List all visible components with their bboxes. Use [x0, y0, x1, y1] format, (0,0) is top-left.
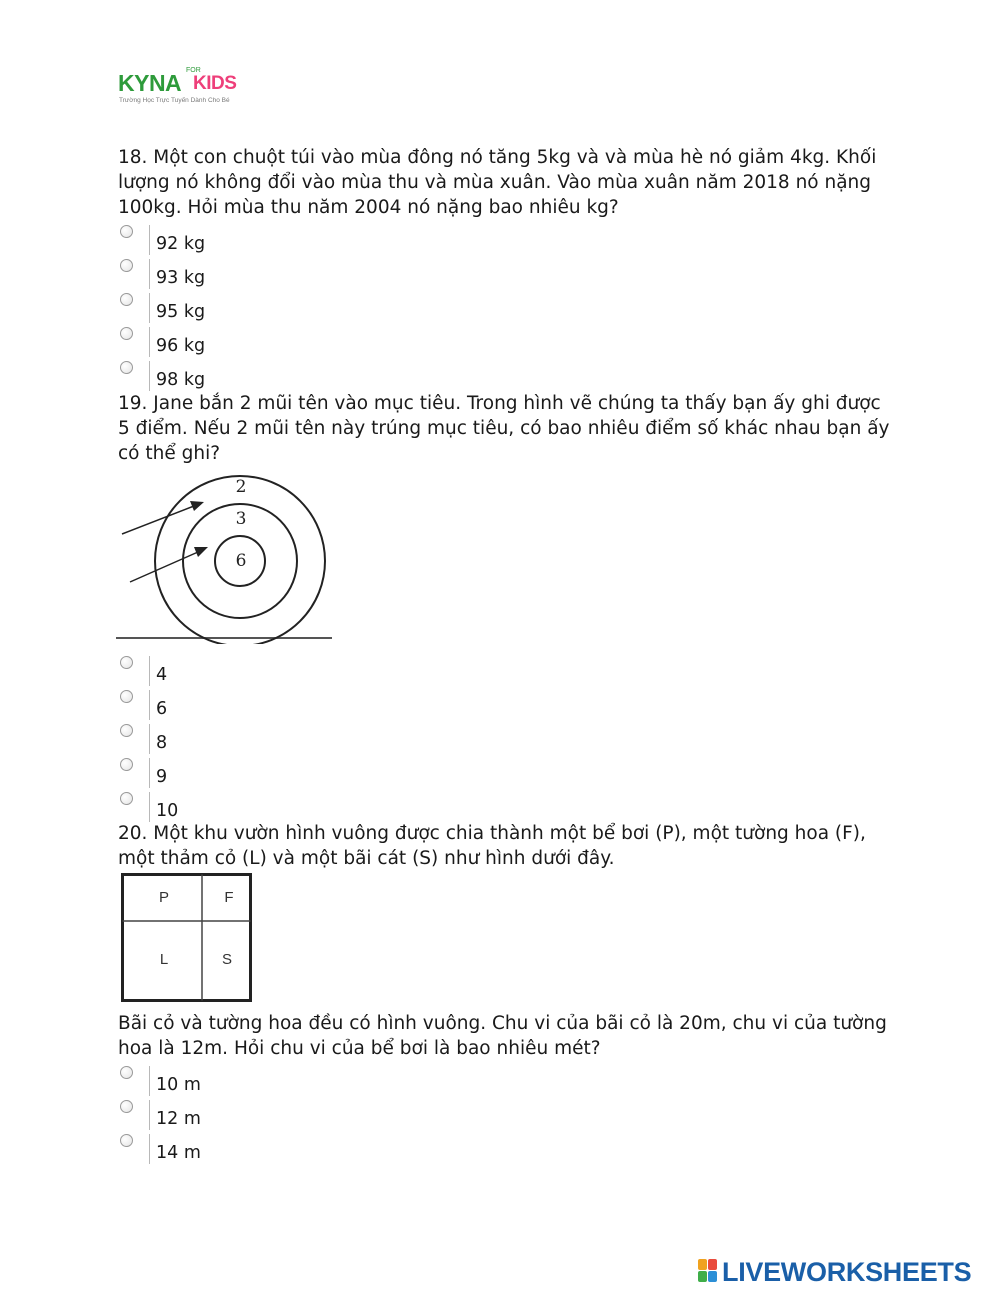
logo-brand: KYNA — [118, 70, 182, 96]
target-inner-label: 6 — [235, 551, 247, 571]
radio-button[interactable] — [120, 361, 133, 374]
q19-option-3[interactable] — [118, 724, 318, 756]
option-label: 12 m — [156, 1109, 201, 1129]
option-divider — [149, 327, 150, 357]
radio-button[interactable] — [120, 327, 133, 340]
liveworksheets-blocks-icon — [698, 1259, 718, 1283]
q19-option-5[interactable] — [118, 792, 318, 824]
target-outer-label: 2 — [235, 477, 247, 497]
q18-option-3[interactable] — [118, 293, 318, 325]
radio-button[interactable] — [120, 293, 133, 306]
option-divider — [149, 225, 150, 255]
liveworksheets-wordmark: LIVEWORKSHEETS — [722, 1257, 972, 1287]
option-label: 96 kg — [156, 336, 206, 356]
option-label: 10 — [156, 801, 179, 821]
q20-option-2[interactable] — [118, 1100, 318, 1132]
q18-option-1[interactable] — [118, 225, 318, 257]
grid-label-lawn: L — [159, 951, 169, 968]
arrow-1-shaft — [122, 506, 194, 534]
option-divider — [149, 656, 150, 686]
logo-for: FOR — [186, 67, 201, 74]
kyna-logo — [118, 68, 248, 108]
question-19-text: 19. Jane bắn 2 mũi tên vào mục tiêu. Trong hình vẽ chúng ta thấy bạn ấy ghi được 5 điểm. Nếu 2 mũi tên này trúng mục tiêu, có bao nhiêu điểm số khác nhau bạn ấy có thể ghi? — [118, 393, 890, 464]
question-18-text: 18. Một con chuột túi vào mùa đông nó tăng 5kg và và mùa hè nó giảm 4kg. Khối lượng nó không đổi vào mùa thu và mùa xuân. Vào mùa xuân năm 2018 nó nặng 100kg. Hỏi mùa thu năm 2004 nó nặng bao nhiêu kg? — [118, 147, 877, 218]
option-label: 9 — [156, 767, 168, 787]
option-label: 6 — [156, 699, 168, 719]
grid-label-flower: F — [224, 889, 234, 906]
grid-label-pool: P — [158, 889, 170, 906]
option-label: 93 kg — [156, 268, 206, 288]
option-divider — [149, 361, 150, 391]
radio-button[interactable] — [120, 690, 133, 703]
grid-label-sand: S — [221, 951, 233, 968]
option-divider — [149, 758, 150, 788]
question-20-text: 20. Một khu vườn hình vuông được chia thành một bể bơi (P), một tường hoa (F), một thảm cỏ (L) và một bãi cát (S) như hình dưới đây. — [118, 823, 866, 869]
option-label: 95 kg — [156, 302, 206, 322]
question-20-followup: Bãi cỏ và tường hoa đều có hình vuông. Chu vi của bãi cỏ là 20m, chu vi của tường hoa là 12m. Hỏi chu vi của bể bơi là bao nhiêu mét? — [118, 1013, 887, 1059]
option-divider — [149, 1100, 150, 1130]
radio-button[interactable] — [120, 792, 133, 805]
option-divider — [149, 724, 150, 754]
archery-target-figure — [116, 470, 332, 644]
q18-option-2[interactable] — [118, 259, 318, 291]
radio-button[interactable] — [120, 1066, 133, 1079]
radio-button[interactable] — [120, 656, 133, 669]
radio-button[interactable] — [120, 259, 133, 272]
q19-option-2[interactable] — [118, 690, 318, 722]
option-divider — [149, 792, 150, 822]
liveworksheets-logo — [698, 1257, 998, 1287]
arrow-1-head — [190, 501, 204, 511]
q19-option-1[interactable] — [118, 656, 318, 688]
option-label: 8 — [156, 733, 168, 753]
option-label: 10 m — [156, 1075, 201, 1095]
radio-button[interactable] — [120, 225, 133, 238]
arrow-2-head — [194, 547, 208, 557]
radio-button[interactable] — [120, 724, 133, 737]
q20-option-1[interactable] — [118, 1066, 318, 1098]
q20-option-3[interactable] — [118, 1134, 318, 1166]
option-divider — [149, 293, 150, 323]
logo-tagline: Trường Học Trực Tuyến Dành Cho Bé — [119, 97, 230, 104]
option-divider — [149, 1134, 150, 1164]
option-label: 14 m — [156, 1143, 201, 1163]
option-divider — [149, 259, 150, 289]
radio-button[interactable] — [120, 1134, 133, 1147]
radio-button[interactable] — [120, 1100, 133, 1113]
option-label: 92 kg — [156, 234, 206, 254]
garden-grid-figure — [121, 873, 252, 1002]
target-middle-label: 3 — [235, 509, 247, 529]
option-label: 98 kg — [156, 370, 206, 390]
q18-option-4[interactable] — [118, 327, 318, 359]
arrow-2-shaft — [130, 552, 198, 582]
option-divider — [149, 690, 150, 720]
option-divider — [149, 1066, 150, 1096]
q19-option-4[interactable] — [118, 758, 318, 790]
option-label: 4 — [156, 665, 168, 685]
radio-button[interactable] — [120, 758, 133, 771]
logo-kids: KIDS — [193, 73, 237, 94]
q18-option-5[interactable] — [118, 361, 318, 393]
